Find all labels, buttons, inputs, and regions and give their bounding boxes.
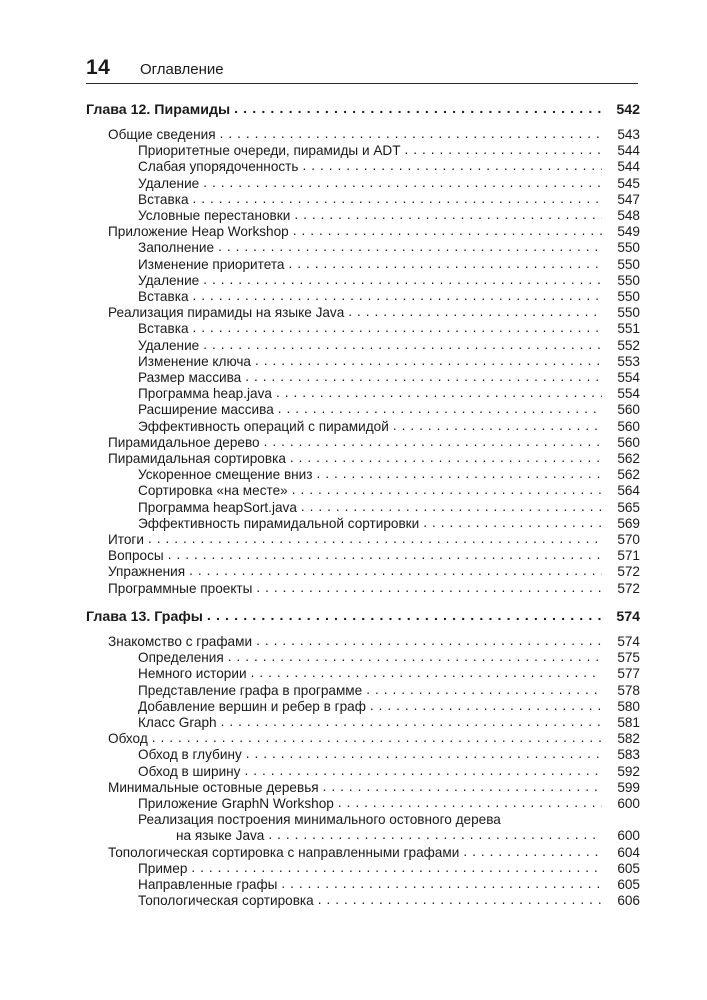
toc-entry-page: 599 [617,779,640,795]
dot-leader [323,779,602,795]
dot-leader [220,126,602,142]
toc-entry-page: 574 [616,609,640,625]
dot-leader [245,369,602,385]
dot-leader [290,450,602,466]
toc-entry-title: Приложение Heap Workshop [108,224,289,240]
toc-entry [138,891,640,909]
toc-entry-title: Удаление [138,272,200,288]
toc-entry-title: Представление графа в программе [138,682,363,698]
toc-entry-title: Глава 13. Графы [86,609,203,625]
toc-entry-page: 549 [617,224,640,240]
toc-entry-page: 605 [617,860,640,876]
toc-entry-page: 564 [617,483,640,499]
dot-leader [292,482,602,498]
toc-entry-page: 544 [617,143,640,159]
dot-leader [168,547,602,563]
toc-entry-title: Вставка [138,321,189,337]
dot-leader [228,649,602,665]
toc-entry-title: Общие сведения [108,127,216,142]
toc-entry-title: Эффективность пирамидальной сортировки [138,515,420,531]
toc-entry-title: Удаление [138,337,200,353]
toc-entry-title: Размер массива [138,370,242,385]
toc-entry-page: 550 [617,305,640,321]
toc-entry-page: 552 [617,337,640,353]
toc-entry-page: 543 [617,127,640,142]
toc-entry-page: 572 [617,564,640,580]
toc-entry-page: 542 [616,102,640,118]
toc-entry-page: 569 [617,515,640,531]
toc-entry-title: Изменение ключа [138,353,251,369]
dot-leader [264,434,602,450]
toc-entry-title: Вставка [138,289,189,304]
dot-leader [191,860,602,876]
dot-leader [203,337,602,353]
toc-entry-page: 548 [617,208,640,223]
running-title: Оглавление [140,61,224,78]
toc-entry-title: Расширение массива [138,402,274,418]
toc-entry-title: Сортировка «на месте» [138,483,288,499]
dot-leader [193,288,602,304]
toc-entry-page: 562 [617,467,640,483]
toc-entry [108,579,640,597]
toc-entry-page: 580 [617,698,640,714]
toc-entry-page: 560 [617,418,640,434]
dot-leader [405,142,602,158]
dot-leader [276,385,602,401]
toc-entry-title: Обход в ширину [138,763,241,779]
toc-entry-page: 582 [617,731,640,747]
dot-leader [255,353,602,369]
toc-entry-title: Ускоренное смещение вниз [138,467,313,483]
toc-entry-title: Знакомство с графами [108,634,253,649]
toc-entry-page: 562 [617,451,640,466]
toc-entry-page: 554 [617,386,640,402]
toc-entry-title: Реализация пирамиды на языке Java [108,305,345,321]
toc-entry-title: Программа heap.java [138,386,272,402]
toc-entry-page: 574 [617,634,640,649]
dot-leader [338,795,602,811]
toc-entry-page: 578 [617,682,640,698]
toc-entry-page: 600 [617,828,640,844]
dot-leader [278,401,602,417]
toc-entry-page: 583 [617,747,640,763]
toc-entry-title: Немного истории [138,666,247,682]
toc-entry-page: 551 [617,321,640,337]
toc-entry-title: Глава 12. Пирамиды [86,102,231,118]
toc-entry-page: 605 [617,877,640,892]
dot-leader [203,272,602,288]
toc-entry-title: на языке Java [176,828,265,844]
dot-leader [302,158,602,174]
page-header [86,56,638,82]
dot-leader [318,892,602,908]
toc-entry-page: 577 [617,666,640,682]
dot-leader [244,763,602,779]
toc-entry-title: Итоги [108,532,144,547]
dot-leader [221,714,602,730]
dot-leader [393,418,602,434]
toc-entry-title: Добавление вершин и ребер в граф [138,698,366,714]
toc-entry-title: Определения [138,650,224,666]
toc-entry-page: 553 [617,353,640,369]
toc-entry-title: Реализация построения минимального остовного дерева [138,812,501,828]
toc-entry-title: Эффективность операций с пирамидой [138,418,389,434]
toc-entry-page: 572 [617,580,640,596]
dot-leader [281,876,602,892]
toc-entry-title: Приложение GraphN Workshop [138,796,334,811]
toc-entry-title: Приоритетные очереди, пирамиды и ADT [138,143,401,159]
toc-entry-page: 592 [617,763,640,779]
toc-entry-title: Изменение приоритета [138,256,285,272]
toc-entry-title: Заполнение [138,240,215,256]
toc-entry-title: Программные проекты [108,580,253,596]
toc-entry-page: 606 [617,893,640,909]
toc-entry-page: 560 [617,402,640,418]
toc-entry-page: 560 [617,434,640,450]
toc-entry-title: Топологическая сортировка [138,893,314,909]
dot-leader [189,563,602,579]
toc-entry-title: Программа heapSort.java [138,499,297,515]
dot-leader [423,515,602,531]
toc-entry-title: Упражнения [108,564,186,580]
toc-entry-page: 550 [617,256,640,272]
dot-leader [370,698,602,714]
dot-leader [152,730,602,746]
dot-leader [148,531,602,547]
dot-leader [218,239,602,255]
dot-leader [234,101,602,117]
toc-entry-page: 575 [617,650,640,666]
toc-entry-title: Обход в глубину [138,747,242,763]
header-rule [86,83,638,84]
dot-leader [268,827,602,843]
toc-entry-page: 600 [617,796,640,811]
page-number: 14 [86,56,111,79]
dot-leader [294,207,602,223]
toc-entry-title: Обход [108,731,148,747]
toc-entry-title: Условные перестановки [138,208,291,223]
dot-leader [301,499,602,515]
dot-leader [207,608,602,624]
toc-entry-page: 604 [617,844,640,860]
dot-leader [317,466,602,482]
toc-entry-page: 550 [617,289,640,304]
toc-entry-page: 550 [617,272,640,288]
toc-entry-title: Пирамидальное дерево [108,434,260,450]
toc-entry-title: Удаление [138,175,200,191]
toc-entry-page: 570 [617,532,640,547]
dot-leader [366,682,602,698]
toc-entry-title: Направленные графы [138,877,278,892]
toc-entry-title: Пример [138,860,188,876]
toc-entry-page: 554 [617,370,640,385]
dot-leader [288,256,602,272]
dot-leader [193,320,602,336]
toc-entry-page: 571 [617,548,640,564]
dot-leader [505,811,602,827]
dot-leader [293,223,602,239]
toc-entry-title: Пирамидальная сортировка [108,451,286,466]
toc-entry-page: 544 [617,159,640,175]
toc-entry-title: Класс Graph [138,715,217,730]
dot-leader [251,665,602,681]
toc-entry-page: 565 [617,499,640,515]
toc-entry-page: 550 [617,240,640,256]
toc-entry-title: Вопросы [108,548,164,564]
toc-entry-title: Слабая упорядоченность [138,159,299,175]
dot-leader [348,304,602,320]
toc-entry-page: 547 [617,191,640,207]
dot-leader [193,191,602,207]
dot-leader [246,746,602,762]
dot-leader [203,175,602,191]
toc-entry-title: Вставка [138,191,189,207]
dot-leader [463,844,602,860]
toc-entry-page: 581 [617,715,640,730]
dot-leader [256,580,602,596]
toc-chapter [86,607,640,625]
toc-chapter [86,100,640,118]
toc-entry-title: Минимальные остовные деревья [108,779,319,795]
toc-entry-page: 545 [617,175,640,191]
dot-leader [256,633,602,649]
toc-entry-title: Топологическая сортировка с направленными графами [108,844,460,860]
